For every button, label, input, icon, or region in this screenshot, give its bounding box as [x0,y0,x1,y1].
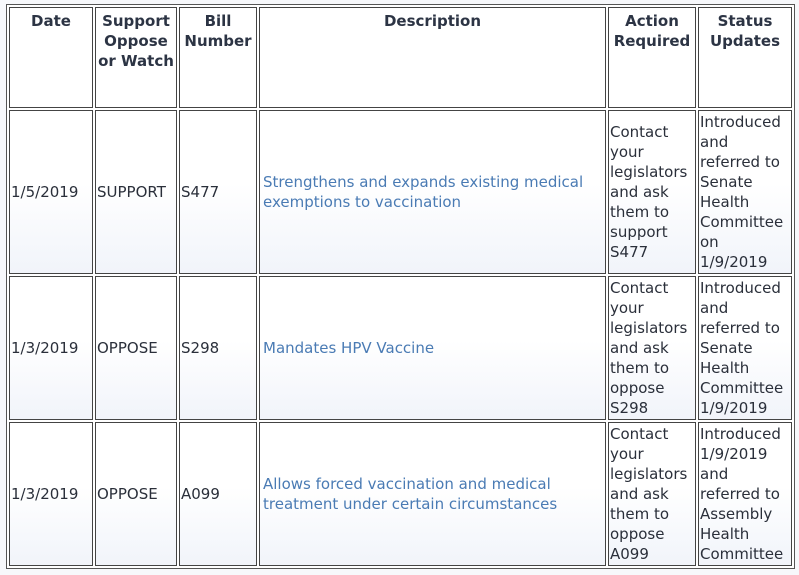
cell-status-updates: Introduced 1/9/2019 and referred to Assembly Health Committee [698,422,792,566]
bill-description-link[interactable]: Allows forced vaccination and medical treatment under certain circumstances [263,475,558,513]
bill-description-link[interactable]: Mandates HPV Vaccine [263,339,435,357]
cell-date: 1/3/2019 [9,422,93,566]
header-date: Date [9,7,93,108]
legislation-table-container [6,4,795,569]
table-row [9,276,792,420]
header-action-required: Action Required [608,7,696,108]
cell-description [259,276,606,420]
cell-action-required: Contact your legislators and ask them to oppose A099 [608,422,696,566]
table-header-row [9,7,792,108]
cell-description [259,422,606,566]
header-position: Support Oppose or Watch [95,7,177,108]
header-bill-number: Bill Number [179,7,257,108]
cell-bill-number: S477 [179,110,257,274]
cell-action-required: Contact your legislators and ask them to support S477 [608,110,696,274]
cell-status-updates: Introduced and referred to Senate Health Committee 1/9/2019 [698,276,792,420]
table-row [9,422,792,566]
cell-action-required: Contact your legislators and ask them to oppose S298 [608,276,696,420]
cell-position: OPPOSE [95,422,177,566]
cell-date: 1/5/2019 [9,110,93,274]
cell-bill-number: S298 [179,276,257,420]
header-status-updates: Status Updates [698,7,792,108]
cell-date: 1/3/2019 [9,276,93,420]
cell-status-updates: Introduced and referred to Senate Health Committee on 1/9/2019 [698,110,792,274]
cell-position: OPPOSE [95,276,177,420]
header-description: Description [259,7,606,108]
cell-position: SUPPORT [95,110,177,274]
cell-description [259,110,606,274]
cell-bill-number: A099 [179,422,257,566]
bill-description-link[interactable]: Strengthens and expands existing medical exemptions to vaccination [263,173,584,211]
table-row [9,110,792,274]
legislation-table [6,4,795,569]
